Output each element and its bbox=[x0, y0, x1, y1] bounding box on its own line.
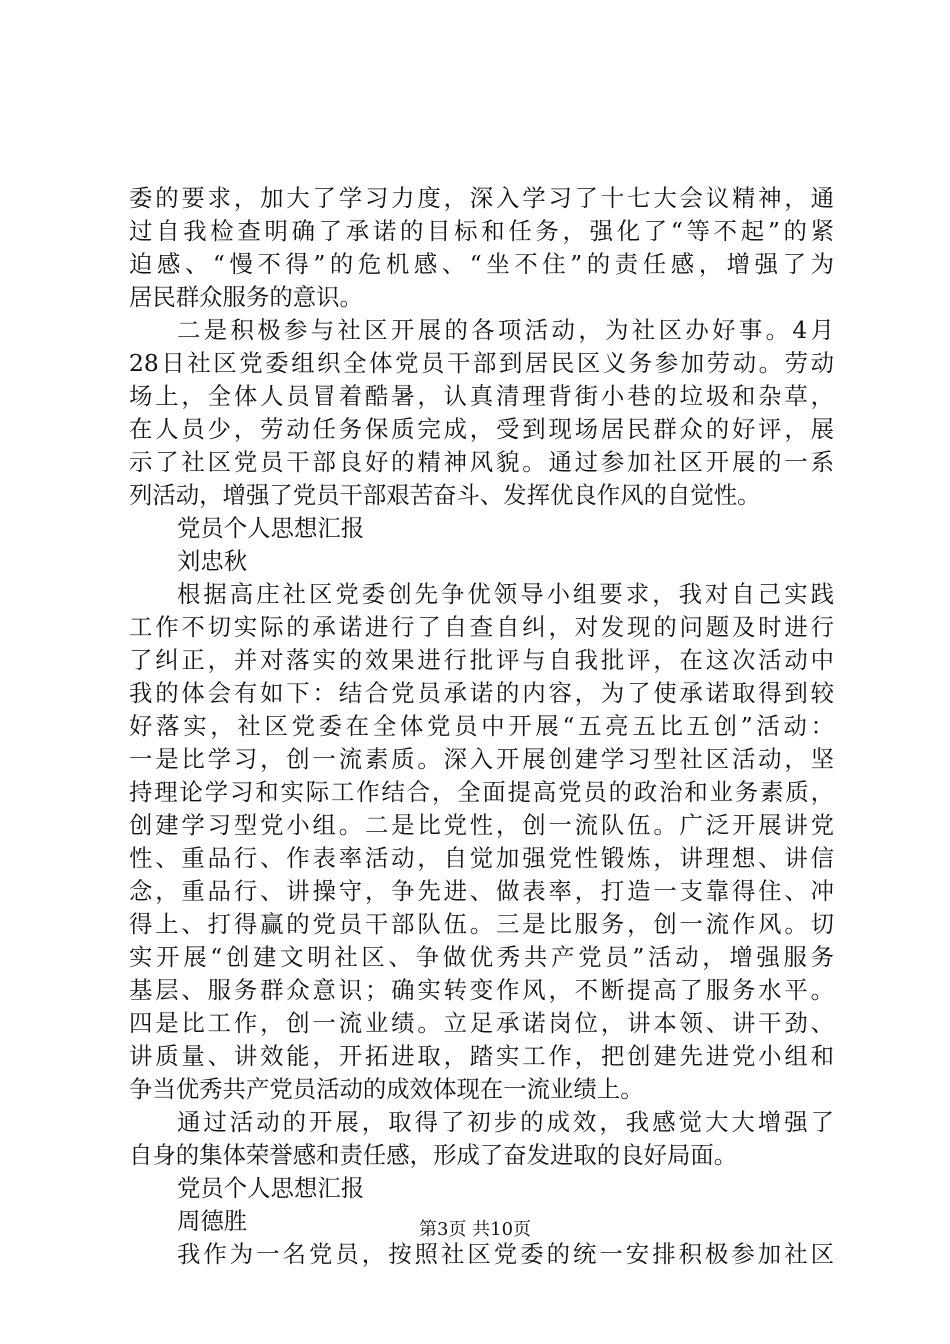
author-name: 刘忠秋 bbox=[177, 547, 248, 575]
text-line: 我的体会有如下：结合党员承诺的内容，为了使承诺取得到较 bbox=[129, 679, 834, 707]
text-line: 好落实，社区党委在全体党员中开展“五亮五比五创”活动： bbox=[129, 712, 834, 740]
text-line: 一是比学习，创一流素质。深入开展创建学习型社区活动，坚 bbox=[129, 745, 834, 773]
paragraph-1 bbox=[129, 182, 834, 314]
text-line: 实开展“创建文明社区、争做优秀共产党员”活动，增强服务 bbox=[129, 943, 834, 971]
document-body bbox=[129, 182, 834, 1271]
text-line: 讲质量、讲效能，开拓进取，踏实工作，把创建先进党小组和 bbox=[129, 1042, 834, 1070]
text-line: 场上，全体人员冒着酷暑，认真清理背街小巷的垃圾和杂草， bbox=[129, 382, 834, 410]
text-line: 根据高庄社区党委创先争优领导小组要求，我对自己实践 bbox=[177, 580, 834, 608]
text-line: 28日社区党委组织全体党员干部到居民区义务参加劳动。劳动 bbox=[129, 349, 834, 377]
text-line: 四是比工作，创一流业绩。立足承诺岗位，讲本领、讲干劲、 bbox=[129, 1009, 834, 1037]
text-line: 争当优秀共产党员活动的成效体现在一流业绩上。 bbox=[129, 1075, 644, 1103]
text-line: 迫感、“慢不得”的危机感、“坐不住”的责任感，增强了为 bbox=[129, 250, 834, 278]
text-line: 二是积极参与社区开展的各项活动，为社区办好事。4月 bbox=[177, 316, 834, 344]
section-heading: 党员个人思想汇报 bbox=[177, 1174, 365, 1202]
text-line: 基层、服务群众意识；确实转变作风，不断提高了服务水平。 bbox=[129, 976, 834, 1004]
text-line: 我作为一名党员，按照社区党委的统一安排积极参加社区 bbox=[177, 1240, 834, 1268]
page-number-label: 第3页 共10页 bbox=[418, 1219, 532, 1240]
section-heading-2 bbox=[129, 1172, 834, 1205]
text-line: 性、重品行、作表率活动，自觉加强党性锻炼，讲理想、讲信 bbox=[129, 844, 834, 872]
text-line: 得上、打得赢的党员干部队伍。三是比服务，创一流作风。切 bbox=[129, 910, 834, 938]
section-heading: 党员个人思想汇报 bbox=[177, 514, 365, 542]
text-line: 持理论学习和实际工作结合，全面提高党员的政治和业务素质， bbox=[129, 778, 834, 806]
section-heading-1 bbox=[129, 512, 834, 545]
paragraph-3 bbox=[129, 578, 834, 1106]
page-footer bbox=[0, 1218, 950, 1242]
text-line: 通过活动的开展，取得了初步的成效，我感觉大大增强了 bbox=[177, 1108, 834, 1136]
text-line: 创建学习型党小组。二是比党性，创一流队伍。广泛开展讲党 bbox=[129, 811, 834, 839]
text-line: 列活动，增强了党员干部艰苦奋斗、发挥优良作风的自觉性。 bbox=[129, 481, 761, 509]
text-line: 念，重品行、讲操守，争先进、做表率，打造一支靠得住、冲 bbox=[129, 877, 834, 905]
text-line: 工作不切实际的承诺进行了自查自纠，对发现的问题及时进行 bbox=[129, 613, 834, 641]
paragraph-4 bbox=[129, 1106, 834, 1172]
author-1 bbox=[129, 545, 834, 578]
text-line: 了纠正，并对落实的效果进行批评与自我批评，在这次活动中 bbox=[129, 646, 834, 674]
text-line: 自身的集体荣誉感和责任感，形成了奋发进取的良好局面。 bbox=[129, 1141, 738, 1169]
paragraph-2 bbox=[129, 314, 834, 512]
paragraph-5 bbox=[129, 1238, 834, 1271]
author-name: 周德胜 bbox=[177, 1207, 248, 1235]
text-line: 示了社区党员干部良好的精神风貌。通过参加社区开展的一系 bbox=[129, 448, 834, 476]
text-line: 过自我检查明确了承诺的目标和任务，强化了“等不起”的紧 bbox=[129, 217, 834, 245]
text-line: 居民群众服务的意识。 bbox=[129, 283, 363, 311]
text-line: 委的要求，加大了学习力度，深入学习了十七大会议精神，通 bbox=[129, 184, 834, 212]
text-line: 在人员少，劳动任务保质完成，受到现场居民群众的好评，展 bbox=[129, 415, 834, 443]
